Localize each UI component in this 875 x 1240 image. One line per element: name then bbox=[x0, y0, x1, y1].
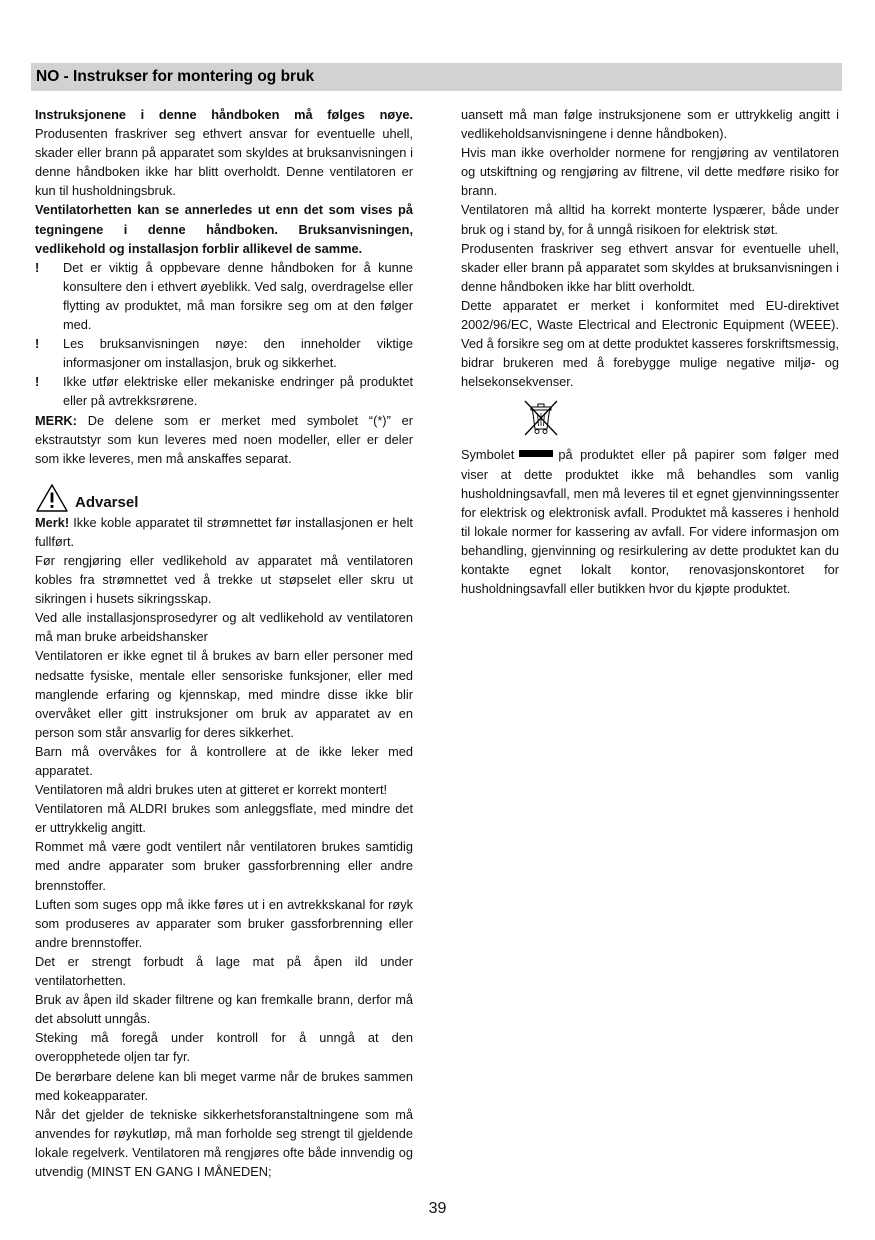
body-paragraph: Ventilatoren må aldri brukes uten at gitteret er korrekt montert! bbox=[35, 782, 388, 798]
body-paragraph: Ventilatoren må alltid ha korrekt monterte lyspærer, både under bruk og i stand by, for å unngå risikoen for elektrisk støt. bbox=[461, 202, 839, 237]
warning-triangle-icon bbox=[35, 483, 69, 513]
body-paragraph: Produsenten fraskriver seg ethvert ansvar for eventuelle uhell, skader eller brann på apparatet som skyldes at bruksanvisningen i denne håndboken ikke har blitt overholdt. bbox=[461, 240, 839, 294]
merk-label: MERK: bbox=[35, 412, 77, 428]
body-paragraph: Før rengjøring eller vedlikehold av apparatet må ventilatoren kobles fra strømnettet ved å trekke ut støpselet eller skru ut sikringen i husets sikringsskap. bbox=[35, 552, 413, 607]
body-paragraph: Rommet må være godt ventilert når ventilatoren brukes samtidig med andre apparater som bruker gassforbrenning eller andre brennstoffer. bbox=[35, 839, 413, 893]
warning-heading bbox=[35, 479, 413, 513]
symbol-paragraph bbox=[461, 445, 839, 598]
merk2-label: Merk! bbox=[35, 514, 70, 530]
merk2-text: Ikke koble apparatet til strømnettet før installasjonen er helt fullført. bbox=[35, 514, 413, 549]
bullet-text: Ikke utfør elektriske eller mekaniske endringer på produktet eller på avtrekksrørene. bbox=[63, 374, 413, 409]
bullet-item bbox=[35, 372, 413, 410]
section-header: NO - Instrukser for montering og bruk bbox=[31, 63, 842, 91]
body-paragraph: Hvis man ikke overholder normene for rengjøring av ventilatoren og utskiftning og rengjøring av filtrene, vil dette medføre risiko for brann. bbox=[461, 145, 839, 199]
page-number: 39 bbox=[428, 1200, 447, 1217]
body-paragraph: De berørbare delene kan bli meget varme når de brukes sammen med kokeapparater. bbox=[35, 1068, 413, 1103]
intro-text: Produsenten fraskriver seg ethvert ansvar for eventuelle uhell, skader eller brann på apparatet som skyldes at bruksanvisningen i denne håndboken ikke har blitt overholdt. Denne ventilatoren er kun til husholdningsbruk. bbox=[35, 126, 413, 199]
exclamation-icon: ! bbox=[35, 259, 40, 275]
weee-symbol-wrap bbox=[461, 391, 839, 445]
bold-notice: Ventilatorhetten kan se annerledes ut enn det som vises på tegningene i denne håndboken. Bruksanvisningen, vedlikehold og installasjon forblir allikevel de samme. bbox=[35, 202, 413, 256]
body-paragraph: Når det gjelder de tekniske sikkerhetsforanstaltningene som må anvendes for røykutløp, må man forholde seg strengt til gjeldende lokale regelverk. Ventilatoren må rengjøres ofte både innvendig og utvendig (MINST EN GANG I MÅNEDEN; bbox=[35, 1106, 413, 1179]
exclamation-icon: ! bbox=[35, 374, 40, 390]
body-paragraph: Luften som suges opp må ikke føres ut i en avtrekkskanal for røyk som produseres av apparater som bruker gassforbrenning eller andre brennstoffer. bbox=[35, 896, 413, 950]
right-column bbox=[461, 105, 839, 598]
symbol-prefix: Symbolet bbox=[461, 447, 515, 463]
merk-paragraph bbox=[35, 411, 413, 468]
body-paragraph: Ventilatoren må ALDRI brukes som anleggsflate, med mindre det er uttrykkelig angitt. bbox=[35, 801, 413, 836]
body-paragraph: Dette apparatet er merket i konformitet med EU-direktivet 2002/96/EC, Waste Electrical and Electronic Equipment (WEEE). Ved å forsikre seg om at dette produktet kasseres forskriftsmessig, bidrar brukeren med å forebygge mulige negative miljø- og helsekonsekvenser. bbox=[461, 297, 839, 390]
body-paragraph: Ved alle installasjonsprosedyrer og alt vedlikehold av ventilatoren må man bruke arbeidshansker bbox=[35, 610, 413, 645]
body-paragraph: uansett må man følge instruksjonene som er uttrykkelig angitt i vedlikeholdsanvisningene i denne håndboken). bbox=[461, 107, 839, 142]
merk2-paragraph bbox=[35, 513, 413, 551]
bullet-item bbox=[35, 334, 413, 372]
left-column bbox=[35, 105, 413, 1181]
body-paragraph: Ventilatoren er ikke egnet til å brukes av barn eller personer med nedsatte fysiske, mentale eller sensoriske funksjoner, eller med manglende erfaring og kjennskap, med mindre disse ikke blir overvåket eller gitt instruksjoner om bruk av apparatet av en person som står ansvarlig for deres sikkerhet. bbox=[35, 648, 413, 740]
bullet-text: Det er viktig å oppbevare denne håndboken for å kunne konsultere den i ethvert øyeblikk. Ved salg, overdragelse eller flytting av produktet, må man forsikre seg om at den følger med. bbox=[63, 259, 413, 333]
black-bar-icon bbox=[519, 450, 553, 457]
body-paragraph: Bruk av åpen ild skader filtrene og kan fremkalle brann, derfor må det absolutt unngås. bbox=[35, 992, 413, 1027]
body-paragraph: Steking må foregå under kontroll for å unngå at den overopphetede oljen tar fyr. bbox=[35, 1030, 413, 1065]
intro-paragraph bbox=[35, 105, 413, 200]
body-paragraph: Det er strengt forbudt å lage mat på åpen ild under ventilatorhetten. bbox=[35, 953, 413, 989]
intro-bold: Instruksjonene i denne håndboken må følges nøye. bbox=[35, 107, 413, 122]
body-paragraph: Barn må overvåkes for å kontrollere at de ikke leker med apparatet. bbox=[35, 743, 413, 778]
warning-title: Advarsel bbox=[75, 493, 139, 511]
merk-text: De delene som er merket med symbolet “(*)” er ekstrautstyr som kun leveres med noen modeller, eller er deler som ikke leveres, men må anskaffes separat. bbox=[35, 412, 413, 466]
bullet-text: Les bruksanvisningen nøye: den inneholder viktige informasjoner om installasjon, bruk og sikkerhet. bbox=[63, 336, 413, 371]
symbol-text: på produktet eller på papirer som følger med viser at dette produktet ikke må behandles som vanlig husholdningsavfall, men må leveres til et egnet gjenvinningssenter for elektrisk og elektronisk avfall. Produktet må kasseres i henhold til lokale normer for kassering av avfall. For videre informasjon om behandling, gjenvinning og resirkulering av dette produktet kan du kontakte egnet lokalt kontor, renovasjonskontoret for husholdningsavfall eller butikken hvor du kjøpte produktet. bbox=[461, 447, 839, 597]
crossed-bin-icon bbox=[519, 398, 563, 438]
bullet-item bbox=[35, 258, 413, 334]
exclamation-icon: ! bbox=[35, 336, 40, 352]
